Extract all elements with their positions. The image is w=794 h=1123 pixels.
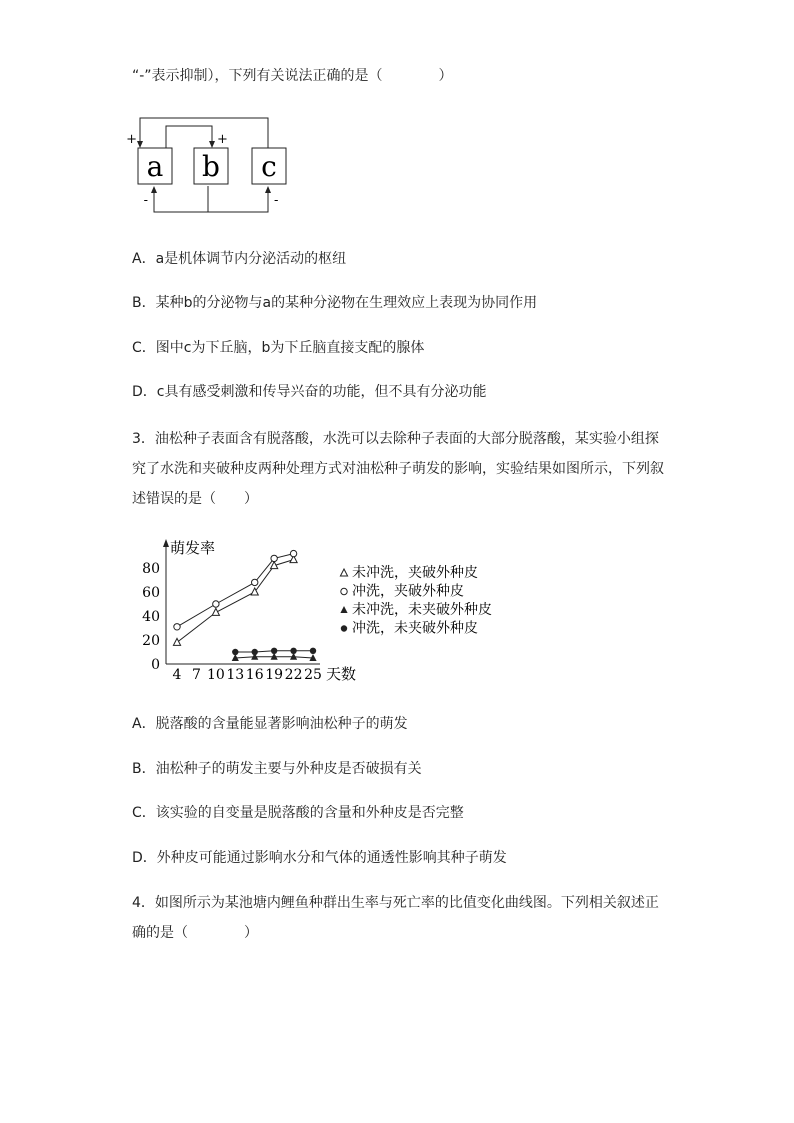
- arrow-a-to-b: [166, 126, 212, 148]
- q3-stem: 3．油松种子表面含有脱落酸，水洗可以去除种子表面的大部分脱落酸，某实验小组探究了水洗和夹破种皮两种处理方式对油松种子萌发的影响，实验结果如图所示，下列叙述错误的是（ ）: [132, 431, 664, 507]
- y-tick-label: 60: [142, 585, 160, 601]
- x-tick-label: 22: [284, 667, 303, 683]
- data-point-1-1: [213, 601, 219, 607]
- legend-marker-2: [340, 606, 347, 613]
- x-tick-label: 4: [172, 667, 182, 683]
- q3-option-a: A．脱落酸的含量能显著影响油松种子的萌发: [132, 716, 408, 732]
- data-point-3-0: [232, 649, 238, 655]
- x-tick-label: 25: [304, 667, 322, 683]
- legend-marker-3: [341, 625, 347, 631]
- x-tick-label: 13: [226, 667, 245, 683]
- x-tick-label: 7: [191, 667, 201, 683]
- q4-stem: 4．如图所示为某池塘内鲤鱼种群出生率与死亡率的比值变化曲线图。下列相关叙述正确的是（ ）: [132, 895, 659, 941]
- x-tick-label: 19: [265, 667, 284, 683]
- arrow-b-to-c: [208, 192, 268, 212]
- box-a-label: a: [146, 150, 164, 183]
- q3-option-c: C．该实验的自变量是脱落酸的含量和外种皮是否完整: [132, 805, 464, 821]
- legend-label-2: 未冲洗，未夹破外种皮: [352, 602, 492, 618]
- regulation-diagram: [128, 112, 298, 218]
- legend-label-3: 冲洗，未夹破外种皮: [352, 620, 478, 637]
- y-tick-label: 40: [142, 609, 160, 625]
- x-tick-label: 16: [245, 667, 264, 683]
- box-b-label: b: [202, 150, 220, 183]
- y-tick-label: 0: [151, 657, 160, 673]
- y-tick-label: 20: [142, 633, 160, 649]
- minus-sign-a: -: [143, 193, 148, 208]
- legend-marker-1: [341, 588, 347, 594]
- y-axis-label: 萌发率: [170, 539, 216, 557]
- q2-option-b: B．某种b的分泌物与a的某种分泌物在生理效应上表现为协同作用: [132, 295, 538, 311]
- data-point-1-3: [271, 555, 277, 561]
- x-tick-label: 10: [206, 667, 225, 683]
- legend-marker-0: [340, 569, 347, 576]
- data-point-1-4: [290, 550, 296, 556]
- data-point-1-2: [252, 579, 258, 585]
- q2-option-d: D．c具有感受刺激和传导兴奋的功能，但不具有分泌功能: [132, 384, 487, 400]
- data-point-3-4: [310, 648, 316, 654]
- arrow-b-to-a: [154, 192, 208, 212]
- data-point-0-0: [173, 638, 180, 645]
- data-point-3-1: [252, 649, 258, 655]
- plus-sign-a: +: [126, 132, 137, 147]
- plus-sign-b: +: [217, 132, 228, 147]
- q3-option-b: B．油松种子的萌发主要与外种皮是否破损有关: [132, 761, 422, 777]
- q2-stem-end: “-”表示抑制），下列有关说法正确的是（ ）: [132, 68, 453, 84]
- q2-option-a: A．a是机体调节内分泌活动的枢纽: [132, 251, 347, 267]
- y-axis-arrow: [163, 539, 169, 547]
- box-c-label: c: [261, 150, 277, 183]
- series-line-0: [177, 560, 294, 643]
- q3-option-d: D．外种皮可能通过影响水分和气体的通透性影响其种子萌发: [132, 850, 507, 866]
- legend-label-1: 冲洗，夹破外种皮: [352, 583, 464, 600]
- germination-chart: [130, 535, 500, 690]
- data-point-1-0: [174, 624, 180, 630]
- legend-label-0: 未冲洗，夹破外种皮: [352, 565, 478, 581]
- data-point-3-2: [271, 648, 277, 654]
- minus-sign-c: -: [274, 193, 279, 208]
- arrow-c-to-a: [140, 118, 268, 148]
- y-tick-label: 80: [142, 561, 160, 577]
- data-point-3-3: [290, 648, 296, 654]
- x-axis-label: 天数: [326, 665, 357, 683]
- q2-option-c: C．图中c为下丘脑，b为下丘脑直接支配的腺体: [132, 340, 425, 356]
- data-point-0-1: [212, 608, 219, 615]
